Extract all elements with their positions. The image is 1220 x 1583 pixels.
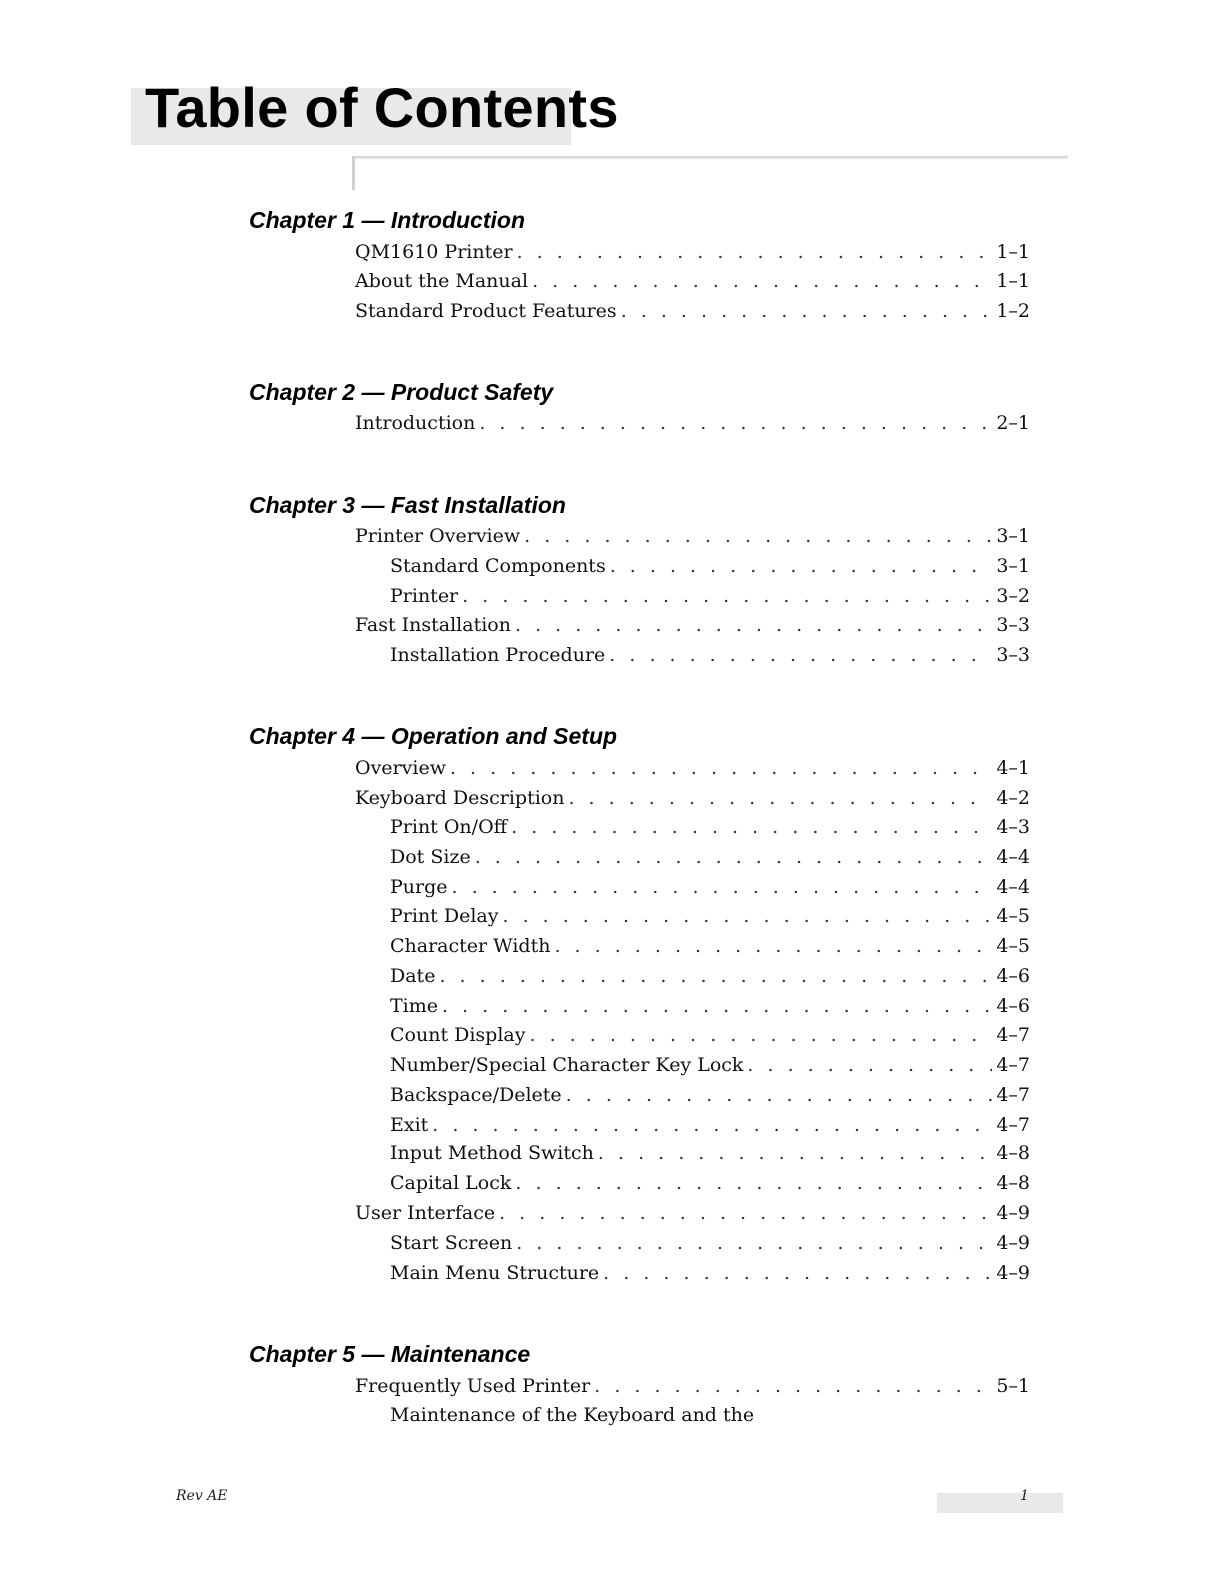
dot-leader — [594, 1371, 992, 1401]
toc-entry-title: Time — [390, 995, 439, 1017]
toc-entry-page: 4–8 — [996, 1172, 1030, 1194]
toc-entry-page: 4–7 — [996, 1114, 1030, 1136]
toc-entry-page: 4–4 — [996, 876, 1030, 898]
toc-subentry[interactable] — [390, 1138, 1030, 1168]
toc-subentry[interactable] — [390, 842, 1030, 872]
toc-entry-title: Standard Components — [390, 555, 606, 577]
dot-leader — [502, 901, 992, 931]
toc-entry[interactable] — [355, 1371, 1030, 1401]
dot-leader — [462, 581, 992, 611]
toc-entry-title: Purge — [390, 876, 448, 898]
toc-entry-page: 4–2 — [996, 787, 1030, 809]
dot-leader — [479, 408, 992, 438]
toc-entry-page: 4–6 — [996, 965, 1030, 987]
dot-leader — [610, 551, 993, 581]
toc-entry[interactable] — [355, 237, 1030, 267]
dot-leader — [747, 1050, 992, 1080]
dot-leader — [532, 266, 992, 296]
toc-entry-title: Printer — [390, 585, 459, 607]
toc-entry-title: Print On/Off — [390, 816, 508, 838]
page-title: Table of Contents — [145, 76, 619, 139]
toc-entry-title: Start Screen — [390, 1232, 513, 1254]
toc-subentry[interactable] — [390, 931, 1030, 961]
toc-subentry[interactable] — [390, 1050, 1030, 1080]
toc-entry-page: 4–4 — [996, 846, 1030, 868]
toc-entry[interactable] — [355, 1198, 1030, 1228]
toc-entry[interactable] — [355, 610, 1030, 640]
dot-leader — [524, 521, 992, 551]
toc-entry-title: User Interface — [355, 1202, 496, 1224]
toc-entry-title: Printer Overview — [355, 525, 521, 547]
dot-leader — [452, 872, 993, 902]
toc-entry-title: Introduction — [355, 412, 476, 434]
toc-entry[interactable] — [355, 408, 1030, 438]
toc-entry-title: Standard Product Features — [355, 300, 617, 322]
toc-entry-page: 5–1 — [996, 1375, 1030, 1397]
dot-leader — [603, 1258, 992, 1288]
header-rule-tick — [352, 156, 355, 190]
toc-subentry[interactable] — [390, 1080, 1030, 1110]
dot-leader — [566, 1080, 993, 1110]
toc-entry-title: Character Width — [390, 935, 551, 957]
toc-entry-title: Main Menu Structure — [390, 1262, 600, 1284]
toc-entry-title: Installation Procedure — [390, 644, 606, 666]
header-rule — [354, 156, 1068, 159]
dot-leader — [598, 1138, 992, 1168]
dot-leader — [515, 1168, 992, 1198]
chapter-heading-5: Chapter 5 — Maintenance — [249, 1341, 531, 1367]
dot-leader — [511, 812, 992, 842]
toc-entry-page: 1–2 — [996, 300, 1030, 322]
dot-leader — [530, 1020, 993, 1050]
toc-entry-title: Backspace/Delete — [390, 1084, 562, 1106]
toc-entry-title: About the Manual — [355, 270, 529, 292]
toc-entry-title: Number/Special Character Key Lock — [390, 1054, 744, 1076]
toc-entry-title: Count Display — [390, 1024, 526, 1046]
dot-leader — [515, 610, 992, 640]
toc-entry-page: 4–1 — [996, 757, 1030, 779]
footer-page-band — [937, 1493, 1063, 1513]
toc-entry[interactable] — [355, 783, 1030, 813]
toc-subentry[interactable] — [390, 991, 1030, 1021]
toc-entry-page: 4–7 — [996, 1054, 1030, 1076]
toc-entry-title: Dot Size — [390, 846, 471, 868]
toc-subentry[interactable] — [390, 961, 1030, 991]
toc-entry-page: 3–3 — [996, 644, 1030, 666]
toc-entry-page: 4–5 — [996, 935, 1030, 957]
dot-leader — [475, 842, 993, 872]
dot-leader — [499, 1198, 992, 1228]
toc-entry[interactable] — [355, 266, 1030, 296]
chapter-heading-3: Chapter 3 — Fast Installation — [249, 492, 566, 518]
toc-subentry[interactable] — [390, 1168, 1030, 1198]
dot-leader — [516, 1228, 992, 1258]
toc-entry-title: QM1610 Printer — [355, 241, 513, 263]
toc-entry-title: Input Method Switch — [390, 1142, 594, 1164]
toc-subentry[interactable] — [390, 1110, 1030, 1140]
dot-leader — [554, 931, 992, 961]
chapter-heading-4: Chapter 4 — Operation and Setup — [249, 723, 618, 749]
toc-entry-page: 4–9 — [996, 1232, 1030, 1254]
chapter-heading-1: Chapter 1 — Introduction — [249, 207, 525, 233]
toc-entry-title: Date — [390, 965, 436, 987]
toc-entry-title: Maintenance of the Keyboard and the — [390, 1404, 755, 1426]
toc-subentry[interactable] — [390, 901, 1030, 931]
toc-entry-page: 3–2 — [996, 585, 1030, 607]
toc-entry-page: 2–1 — [996, 412, 1030, 434]
toc-entry-page: 3–1 — [996, 555, 1030, 577]
toc-entry-page: 4–3 — [996, 816, 1030, 838]
toc-subentry[interactable] — [390, 1228, 1030, 1258]
toc-subentry[interactable] — [390, 872, 1030, 902]
toc-entry-title: Capital Lock — [390, 1172, 512, 1194]
toc-entry-page: 3–3 — [996, 614, 1030, 636]
toc-entry[interactable] — [355, 753, 1030, 783]
toc-subentry[interactable] — [390, 1400, 758, 1430]
dot-leader — [450, 753, 992, 783]
dot-leader — [621, 296, 993, 326]
footer-page-number: 1 — [1020, 1488, 1029, 1504]
toc-entry-page: 3–1 — [996, 525, 1030, 547]
toc-entry-page: 1–1 — [996, 270, 1030, 292]
toc-entry-page: 4–9 — [996, 1262, 1030, 1284]
toc-subentry[interactable] — [390, 1258, 1030, 1288]
toc-subentry[interactable] — [390, 1020, 1030, 1050]
chapter-heading-2: Chapter 2 — Product Safety — [249, 379, 554, 405]
toc-entry-title: Exit — [390, 1114, 429, 1136]
dot-leader — [609, 640, 992, 670]
footer-revision: Rev AE — [176, 1488, 228, 1504]
dot-leader — [568, 783, 992, 813]
dot-leader — [442, 991, 992, 1021]
toc-entry-title: Overview — [355, 757, 446, 779]
toc-entry[interactable] — [355, 296, 1030, 326]
toc-entry-page: 1–1 — [996, 241, 1030, 263]
toc-entry[interactable] — [355, 521, 1030, 551]
toc-entry-page: 4–7 — [996, 1024, 1030, 1046]
toc-entry-title: Fast Installation — [355, 614, 511, 636]
toc-entry-page: 4–6 — [996, 995, 1030, 1017]
toc-subentry[interactable] — [390, 640, 1030, 670]
toc-subentry[interactable] — [390, 812, 1030, 842]
toc-entry-page: 4–5 — [996, 905, 1030, 927]
dot-leader — [517, 237, 993, 267]
toc-entry-title: Print Delay — [390, 905, 499, 927]
toc-entry-page: 4–7 — [996, 1084, 1030, 1106]
toc-entry-page: 4–8 — [996, 1142, 1030, 1164]
toc-entry-page: 4–9 — [996, 1202, 1030, 1224]
dot-leader — [432, 1110, 992, 1140]
dot-leader — [439, 961, 992, 991]
toc-subentry[interactable] — [390, 581, 1030, 611]
toc-subentry[interactable] — [390, 551, 1030, 581]
toc-entry-title: Frequently Used Printer — [355, 1375, 591, 1397]
toc-entry-title: Keyboard Description — [355, 787, 565, 809]
